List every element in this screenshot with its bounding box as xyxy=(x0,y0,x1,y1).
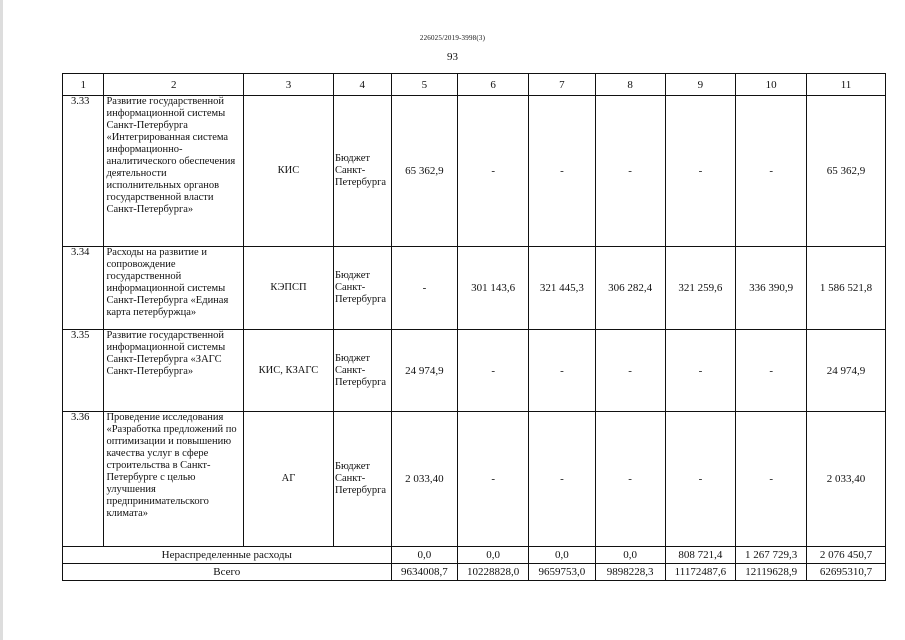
row-name: Расходы на развитие и сопровождение государственной информационной системы Санкт-Петербурга «Единая карта петербуржца» xyxy=(104,247,244,330)
row-value: 24 974,9 xyxy=(807,330,886,412)
total-value: 62695310,7 xyxy=(807,564,886,581)
row-executor: КЭПСП xyxy=(243,247,333,330)
table-row xyxy=(63,412,886,547)
column-header: 7 xyxy=(529,74,596,96)
row-value: - xyxy=(736,96,807,247)
row-value: 301 143,6 xyxy=(458,247,529,330)
total-row xyxy=(63,564,886,581)
column-header: 9 xyxy=(665,74,736,96)
row-number: 3.35 xyxy=(63,330,104,412)
header-row xyxy=(63,74,886,96)
total-value: 9659753,0 xyxy=(529,564,596,581)
column-header: 10 xyxy=(736,74,807,96)
row-funding: Бюджет Санкт-Петербурга xyxy=(333,96,391,247)
row-value: - xyxy=(595,96,665,247)
column-header: 5 xyxy=(391,74,458,96)
row-value: - xyxy=(391,247,458,330)
row-value: 2 033,40 xyxy=(391,412,458,547)
table-row xyxy=(63,330,886,412)
row-value: 321 259,6 xyxy=(665,247,736,330)
row-funding: Бюджет Санкт-Петербурга xyxy=(333,412,391,547)
column-header: 3 xyxy=(243,74,333,96)
row-value: - xyxy=(665,330,736,412)
row-funding: Бюджет Санкт-Петербурга xyxy=(333,247,391,330)
document-id: 226025/2019-3998(3) xyxy=(419,34,486,42)
row-name: Развитие государственной информационной системы Санкт-Петербурга «ЗАГС Санкт-Петербурга» xyxy=(104,330,244,412)
column-header: 2 xyxy=(104,74,244,96)
column-header: 6 xyxy=(458,74,529,96)
unallocated-value: 1 267 729,3 xyxy=(736,547,807,564)
row-value: - xyxy=(458,412,529,547)
row-value: 321 445,3 xyxy=(529,247,596,330)
row-executor: КИС, КЗАГС xyxy=(243,330,333,412)
total-value: 9898228,3 xyxy=(595,564,665,581)
budget-table xyxy=(62,73,886,581)
row-value: - xyxy=(665,96,736,247)
row-value: - xyxy=(529,412,596,547)
row-number: 3.34 xyxy=(63,247,104,330)
unallocated-value: 2 076 450,7 xyxy=(807,547,886,564)
row-value: 65 362,9 xyxy=(391,96,458,247)
column-header: 4 xyxy=(333,74,391,96)
row-number: 3.33 xyxy=(63,96,104,247)
row-value: - xyxy=(736,412,807,547)
unallocated-value: 0,0 xyxy=(595,547,665,564)
column-header: 11 xyxy=(807,74,886,96)
row-value: 306 282,4 xyxy=(595,247,665,330)
row-value: - xyxy=(595,412,665,547)
row-name: Развитие государственной информационной системы Санкт-Петербурга «Интегрированная система информационно-аналитического обеспечения деятельности исполнительных органов государственной власти Санкт-Петербурга» xyxy=(104,96,244,247)
table-row xyxy=(63,247,886,330)
row-value: - xyxy=(458,96,529,247)
unallocated-value: 0,0 xyxy=(391,547,458,564)
column-header: 1 xyxy=(63,74,104,96)
row-value: 24 974,9 xyxy=(391,330,458,412)
unallocated-row xyxy=(63,547,886,564)
scan-edge xyxy=(0,0,3,640)
row-value: 1 586 521,8 xyxy=(807,247,886,330)
row-value: - xyxy=(458,330,529,412)
total-value: 12119628,9 xyxy=(736,564,807,581)
unallocated-value: 0,0 xyxy=(529,547,596,564)
total-value: 9634008,7 xyxy=(391,564,458,581)
row-value: 336 390,9 xyxy=(736,247,807,330)
column-header: 8 xyxy=(595,74,665,96)
row-value: - xyxy=(595,330,665,412)
unallocated-value: 0,0 xyxy=(458,547,529,564)
row-value: - xyxy=(529,330,596,412)
row-executor: КИС xyxy=(243,96,333,247)
row-value: 2 033,40 xyxy=(807,412,886,547)
unallocated-label: Нераспределенные расходы xyxy=(63,547,392,564)
page-number: 93 xyxy=(447,51,458,63)
unallocated-value: 808 721,4 xyxy=(665,547,736,564)
total-label: Всего xyxy=(63,564,392,581)
table-row xyxy=(63,96,886,247)
total-value: 11172487,6 xyxy=(665,564,736,581)
row-number: 3.36 xyxy=(63,412,104,547)
row-executor: АГ xyxy=(243,412,333,547)
row-value: - xyxy=(736,330,807,412)
row-value: 65 362,9 xyxy=(807,96,886,247)
row-value: - xyxy=(529,96,596,247)
row-value: - xyxy=(665,412,736,547)
row-funding: Бюджет Санкт-Петербурга xyxy=(333,330,391,412)
row-name: Проведение исследования «Разработка предложений по оптимизации и повышению качества услуг в сфере строительства в Санкт-Петербурге с целью улучшения предпринимательского климата» xyxy=(104,412,244,547)
total-value: 10228828,0 xyxy=(458,564,529,581)
